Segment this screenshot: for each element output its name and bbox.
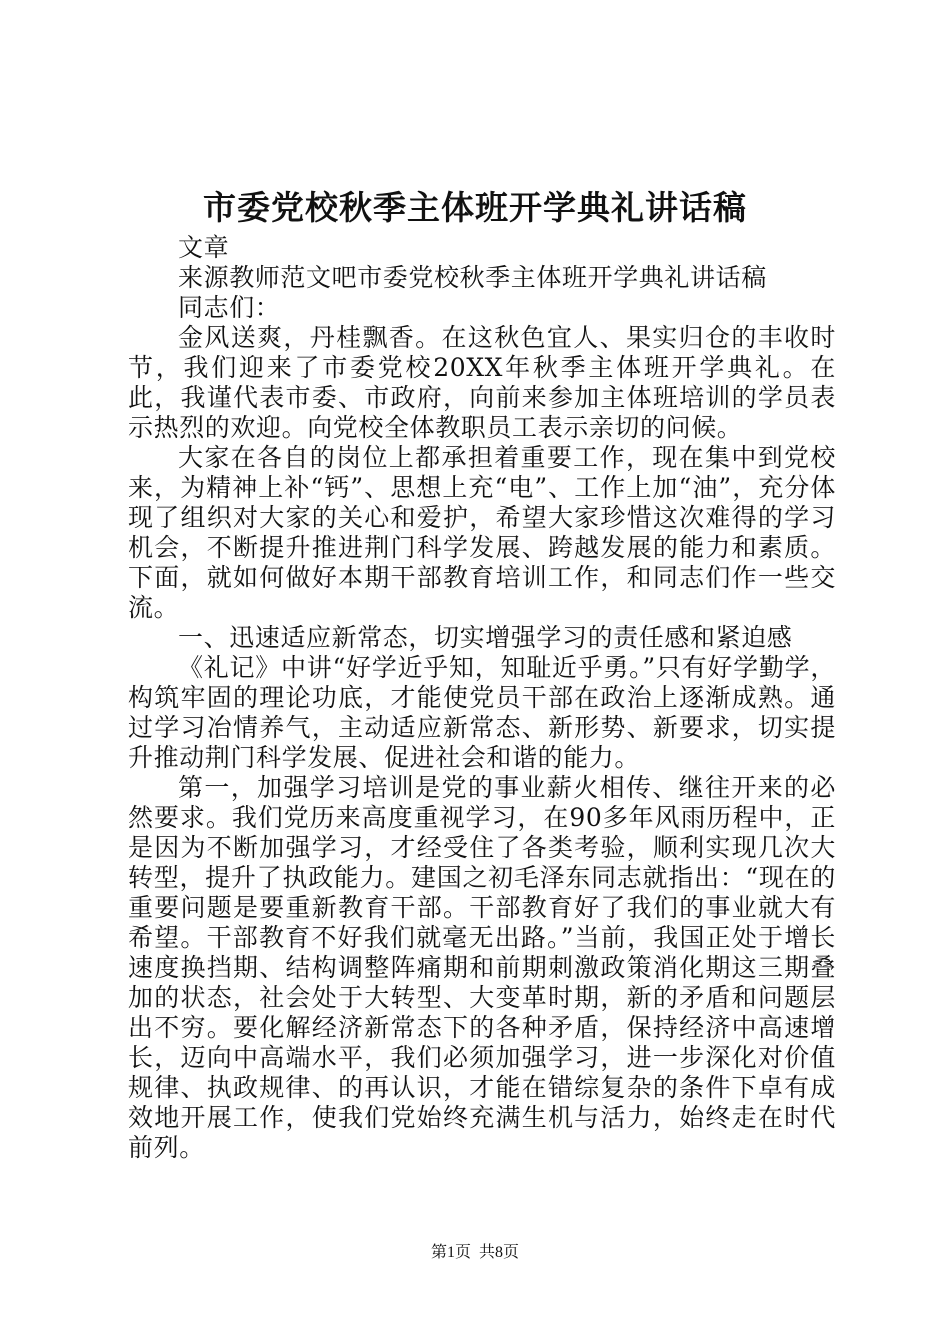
paragraph-point-first: 第一，加强学习培训是党的事业薪火相传、继往开来的必然要求。我们党历来高度重视学习，在90多年风雨历程中，正是因为不断加强学习，才经受住了各类考验，顺利实现几次大转型，提升了执政能力。建国之初毛泽东同志就指出：“现在的重要问题是要重新教育干部。干部教育好了我们的事业就大有希望。干部教育不好我们就毫无出路。”当前，我国正处于增长速度换挡期、结构调整阵痛期和前期刺激政策消化期这三期叠加的状态，社会处于大转型、大变革时期，新的矛盾和问题层出不穷。要化解经济新常态下的各种矛盾，保持经济中高速增长，迈向中高端水平，我们必须加强学习，进一步深化对价值规律、执政规律、的再认识，才能在错综复杂的条件下卓有成效地开展工作，使我们党始终充满生机与活力，始终走在时代前列。: [128, 773, 836, 1162]
page-total: 共8页: [479, 1244, 520, 1261]
document-body: [128, 233, 836, 1163]
page-number: 第1页: [430, 1244, 471, 1261]
paragraph-welcome: 金风送爽，丹桂飘香。在这秋色宜人、果实归仓的丰收时节，我们迎来了市委党校20XX年秋季主体班开学典礼。在此，我谨代表市委、市政府，向前来参加主体班培训的学员表示热烈的欢迎。向党校全体教职员工表示亲切的问候。: [128, 323, 836, 442]
paragraph-study-opportunity: 大家在各自的岗位上都承担着重要工作，现在集中到党校来，为精神上补“钙”、思想上充“电”、工作上加“油”，充分体现了组织对大家的关心和爱护，希望大家珍惜这次难得的学习机会，不断提升推进荆门科学发展、跨越发展的能力和素质。下面，就如何做好本期干部教育培训工作，和同志们作一些交流。: [128, 443, 836, 622]
paragraph-salutation: 同志们：: [178, 293, 281, 322]
paragraph-source: 来源教师范文吧市委党校秋季主体班开学典礼讲话稿: [178, 263, 767, 292]
paragraph-liji-quote: 《礼记》中讲“好学近乎知，知耻近乎勇。”只有好学勤学，构筑牢固的理论功底，才能使党员干部在政治上逐渐成熟。通过学习冶情养气，主动适应新常态、新形势、新要求，切实提升推动荆门科学发展、促进社会和谐的能力。: [128, 653, 836, 772]
paragraph-article-label: 文章: [178, 233, 230, 262]
document-title: 市委党校秋季主体班开学典礼讲话稿: [203, 188, 747, 227]
page-footer: [0, 1241, 950, 1265]
section-heading-one: 一、迅速适应新常态，切实增强学习的责任感和紧迫感: [178, 623, 793, 652]
